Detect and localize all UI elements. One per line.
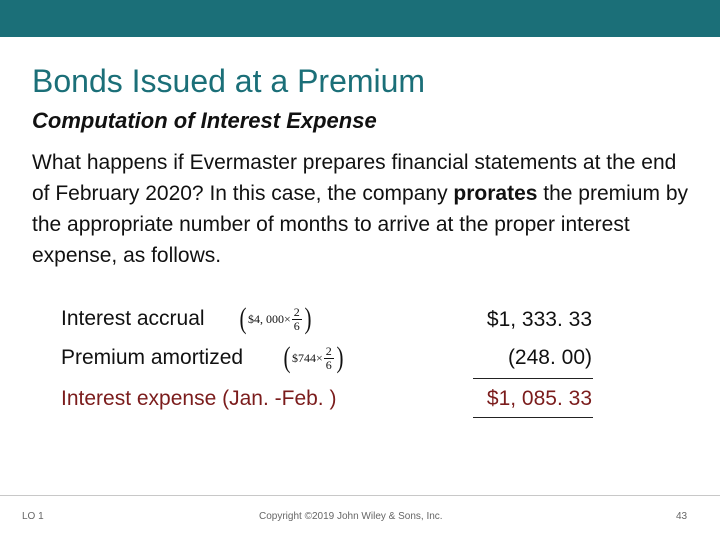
page-number: 43	[676, 511, 688, 522]
fraction-numerator: 2	[293, 304, 300, 319]
premium-amortized-formula	[282, 340, 345, 376]
fraction	[324, 345, 334, 372]
premium-amortized-label: Premium amortized	[61, 346, 244, 369]
fraction-denominator: 6	[325, 357, 332, 372]
close-paren: )	[304, 302, 312, 335]
open-paren: (	[239, 302, 247, 335]
paragraph-text-start: What happens if Evermaster prepares financial statements at the end of February 2020? In this case, the company	[32, 151, 677, 205]
fraction-denominator: 6	[293, 318, 300, 333]
fraction	[292, 306, 302, 333]
times-sign: ×	[316, 350, 323, 365]
formula-base: $4, 000	[248, 311, 284, 326]
copyright-notice: Copyright ©2019 John Wiley & Sons, Inc.	[259, 511, 443, 522]
slide-title: Bonds Issued at a Premium	[32, 63, 426, 99]
times-sign: ×	[284, 311, 291, 326]
paragraph-emphasis: prorates	[453, 182, 538, 205]
open-paren: (	[283, 341, 291, 374]
close-paren: )	[336, 341, 344, 374]
header-bar	[0, 0, 720, 37]
interest-expense-amount: $1, 085. 33	[486, 387, 592, 410]
interest-accrual-label: Interest accrual	[61, 307, 205, 330]
premium-amortized-amount: (248. 00)	[507, 346, 592, 369]
total-rule	[473, 417, 593, 418]
interest-expense-label: Interest expense (Jan. -Feb. )	[61, 387, 337, 410]
fraction-numerator: 2	[325, 343, 332, 358]
slide-subtitle: Computation of Interest Expense	[32, 108, 377, 133]
footer-divider	[0, 495, 720, 496]
interest-accrual-amount: $1, 333. 33	[486, 308, 592, 331]
body-paragraph	[32, 147, 692, 271]
paragraph-text-end: the premium by the appropriate number of months to arrive at the proper interest expense, as follows.	[32, 182, 688, 267]
subtotal-rule	[473, 378, 593, 379]
learning-objective: LO 1	[22, 511, 44, 522]
interest-accrual-formula	[238, 301, 313, 337]
formula-base: $744	[292, 350, 316, 365]
